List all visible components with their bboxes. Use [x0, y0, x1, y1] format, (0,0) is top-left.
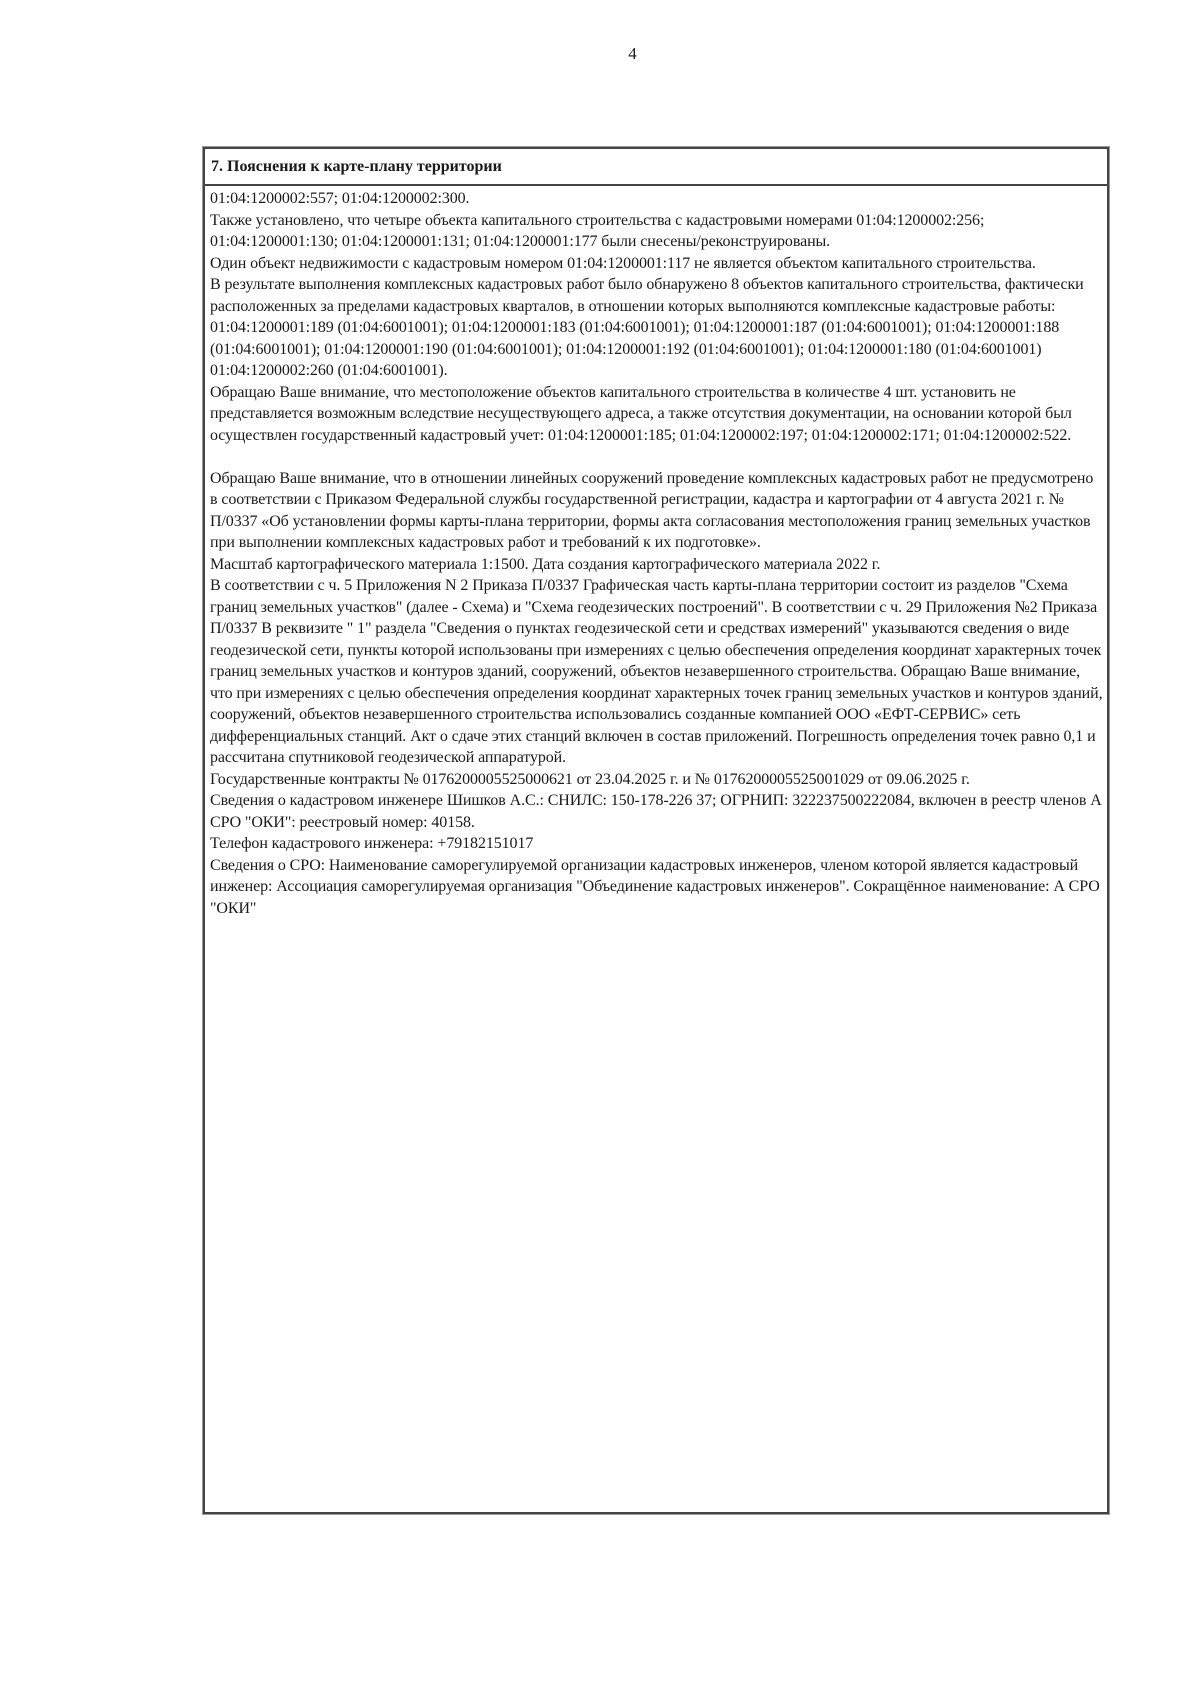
- paragraph-10: Сведения о кадастровом инженере Шишков А.С.: СНИЛС: 150-178-226 37; ОГРНИП: 322237500222084, включен в реестр членов А СРО "ОКИ": реестровый номер: 40158.: [210, 792, 1102, 831]
- paragraph-2: Также установлено, что четыре объекта капитального строительства с кадастровыми номерами 01:04:1200002:256; 01:04:1200001:130; 01:04:1200001:131; 01:04:1200001:177 были снесены/реконструированы.: [210, 211, 985, 250]
- paragraph-12: Сведения о СРО: Наименование саморегулируемой организации кадастровых инженеров, членом которой является кадастровый инженер: Ассоциация саморегулируемая организация "Объединение кадастровых инженеров". Сокращённое наименование: А СРО "ОКИ": [210, 856, 1100, 917]
- paragraph-8: В соответствии с ч. 5 Приложения N 2 Приказа П/0337 Графическая часть карты-плана территории состоит из разделов "Схема границ земельных участков" (далее - Схема) и "Схема геодезических построений". В соответствии с ч. 29 Приложения №2 Приказа П/0337 В реквизите " 1" раздела "Сведения о пунктах геодезической сети и средствах измерений" указываются сведения о виде геодезической сети, пункты которой использованы при измерениях с целью обеспечения определения координат характерных точек границ земельных участков и контуров зданий, сооружений, объектов незавершенного строительства. Обращаю Ваше внимание, что при измерениях с целью обеспечения определения координат характерных точек границ земельных участков и контуров зданий, сооружений, объектов незавершенного строительства использовались созданные компанией ООО «ЕФТ-СЕРВИС» сеть дифференциальных станций. Акт о сдаче этих станций включен в состав приложений. Погрешность определения точек равно 0,1 и рассчитана спутниковой геодезической аппаратурой.: [210, 577, 1103, 766]
- paragraph-gap: [210, 446, 1103, 468]
- paragraph-7: Масштаб картографического материала 1:1500. Дата создания картографического материала 2022 г.: [210, 555, 881, 573]
- paragraph-1: 01:04:1200002:557; 01:04:1200002:300.: [210, 190, 470, 207]
- paragraph-4: В результате выполнения комплексных кадастровых работ было обнаружено 8 объектов капитального строительства, фактически расположенных за пределами кадастровых кварталов, в отношении которых выполняются комплексные кадастровые работы: 01:04:1200001:189 (01:04:6001001); 01:04:1200001:183 (01:04:6001001); 01:04:1200001:187 (01:04:6001001); 01:04:1200001:188 (01:04:6001001); 01:04:1200001:190 (01:04:6001001); 01:04:1200001:192 (01:04:6001001); 01:04:1200001:180 (01:04:6001001) 01:04:1200002:260 (01:04:6001001).: [210, 276, 1084, 379]
- paragraph-6: Обращаю Ваше внимание, что в отношении линейных сооружений проведение комплексных кадастровых работ не предусмотрено в соответствии с Приказом Федеральной службы государственной регистрации, кадастра и картографии от 4 августа 2021 г. № П/0337 «Об установлении формы карты-плана территории, формы акта согласования местоположения границ земельных участков при выполнении комплексных кадастровых работ и требований к их подготовке».: [210, 469, 1094, 551]
- paragraph-5: Обращаю Ваше внимание, что местоположение объектов капитального строительства в количестве 4 шт. установить не представляется возможным вследствие несуществующего адреса, а также отсутствия документации, на основании которой был осуществлен государственный кадастровый учет: 01:04:1200001:185; 01:04:1200002:197; 01:04:1200002:171; 01:04:1200002:522.: [210, 383, 1072, 444]
- section-body: [205, 186, 1107, 919]
- explanations-section: [203, 147, 1109, 1514]
- page-number: 4: [628, 44, 637, 63]
- paragraph-3: Один объект недвижимости с кадастровым номером 01:04:1200001:117 не является объектом капитального строительства.: [210, 254, 1036, 272]
- paragraph-11: Телефон кадастрового инженера: +79182151017: [210, 835, 534, 852]
- section-title: 7. Пояснения к карте-плану территории: [205, 149, 1107, 186]
- paragraph-9: Государственные контракты № 0176200005525000621 от 23.04.2025 г. и № 0176200005525001029 от 09.06.2025 г.: [210, 770, 970, 788]
